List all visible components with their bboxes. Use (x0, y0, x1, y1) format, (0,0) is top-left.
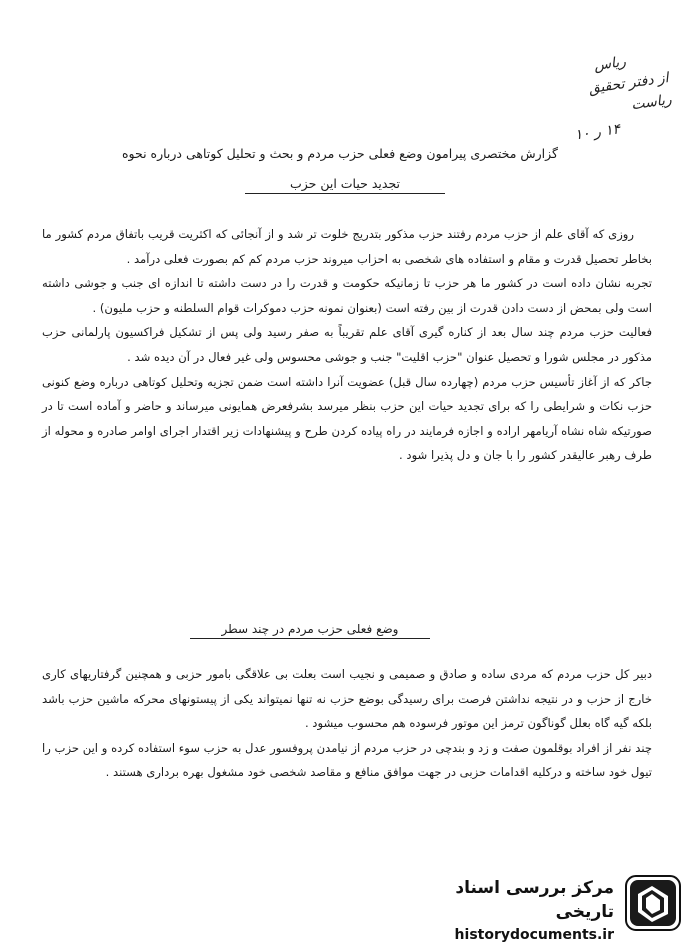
handwritten-note (545, 45, 676, 149)
paragraph: دبیر کل حزب مردم که مردی ساده و صادق و صمیمی و نجیب است بعلت بی علاقگی بامور حزبی و همچنین گرفتاریهای کاری خارج از حزب و در نتیجه نداشتن فرصت برای رسیدگی بوضع حزب نه تنها نمیتواند یکی از پیستونهای محرکه ماشین حزب باشد بلکه گیه گاه بعلل گوناگون ترمز این موتور فرسوده هم محسوب میشود . (42, 667, 652, 731)
paragraph: روزی که آقای علم از حزب مردم رفتند حزب مذکور بتدریج خلوت تر شد و از آنجائی که اکثریت قریب باتفاق مردم کشور ما بخاطر تحصیل قدرت و مقام و استفاده های شخصی به احزاب میروند حزب مردم کم کم بصورت فعلی درآمد . (42, 227, 652, 266)
handwritten-note-line-2: از دفتر تحقیق ریاست (587, 70, 673, 114)
paragraph: تجربه نشان داده است در کشور ما هر حزب تا زمانیکه حکومت و قدرت را در دست داشته تا اندازه ای جنب و جوشی داشته است ولی بمحض از دست دادن قدرت از بین رفته است (بعنوان نمونه حزب دموکرات قوام السلطنه و حزب ملیون) . (42, 276, 652, 315)
report-subtitle: تجدید حیات این حزب (245, 176, 445, 194)
handwritten-note-line-3: ۱۴ ر ۱۰ (573, 121, 622, 144)
paragraph: فعالیت حزب مردم چند سال بعد از کناره گیری آقای علم تقریباً به صفر رسید ولی پس از تشکیل فراکسیون پارلمانی حزب مذکور در مجلس شورا و تحصیل عنوان "حزب اقلیت" جنب و جوشی محسوس ولی غیر فعال در آن دیده شد . (42, 325, 652, 364)
report-body (42, 222, 652, 468)
paragraph: چند نفر از افراد بوقلمون صفت و زد و بندچی در حزب مردم از نیامدن پروفسور عدل به حزب سوء استفاده کرده و این حزب را تیول خود ساخته و درکلیه اقدامات حزبی در جهت موافق منافع و مقاصد شخصی خود مشغول بهره برداری هستند . (42, 740, 652, 780)
handwritten-note-line-1: ریاس (592, 53, 627, 75)
archive-watermark (402, 872, 692, 943)
archive-logo-icon (622, 872, 684, 934)
watermark-url: historydocuments.ir (454, 927, 614, 943)
section-heading: وضع فعلی حزب مردم در چند سطر (190, 622, 430, 639)
watermark-title: مرکز بررسی اسناد تاریخی (455, 878, 614, 922)
section-body (42, 662, 652, 785)
paragraph: جاکر که از آغاز تأسیس حزب مردم (چهارده سال قبل) عضویت آنرا داشته است ضمن تجزیه وتحلیل کوتاهی درباره وضع کنونی حزب نکات و شرایطی را که برای تجدید حیات این حزب بنظر میرسد بشرفعرض همایونی میرساند و حاضر و آماده است تا در صورتیکه شاه نشاه آریامهر اراده و اجازه فرمایند در راه پیاده کردن طرح و پیشنهادات زیر اقتدار اجرای اوامر صادره و محوله از طرف رهبر عالیقدر کشور را با جان و دل پذیرا شود . (42, 374, 652, 463)
report-title: گزارش مختصری پیرامون وضع فعلی حزب مردم و بحث و تحلیل کوتاهی درباره نحوه (122, 146, 558, 161)
